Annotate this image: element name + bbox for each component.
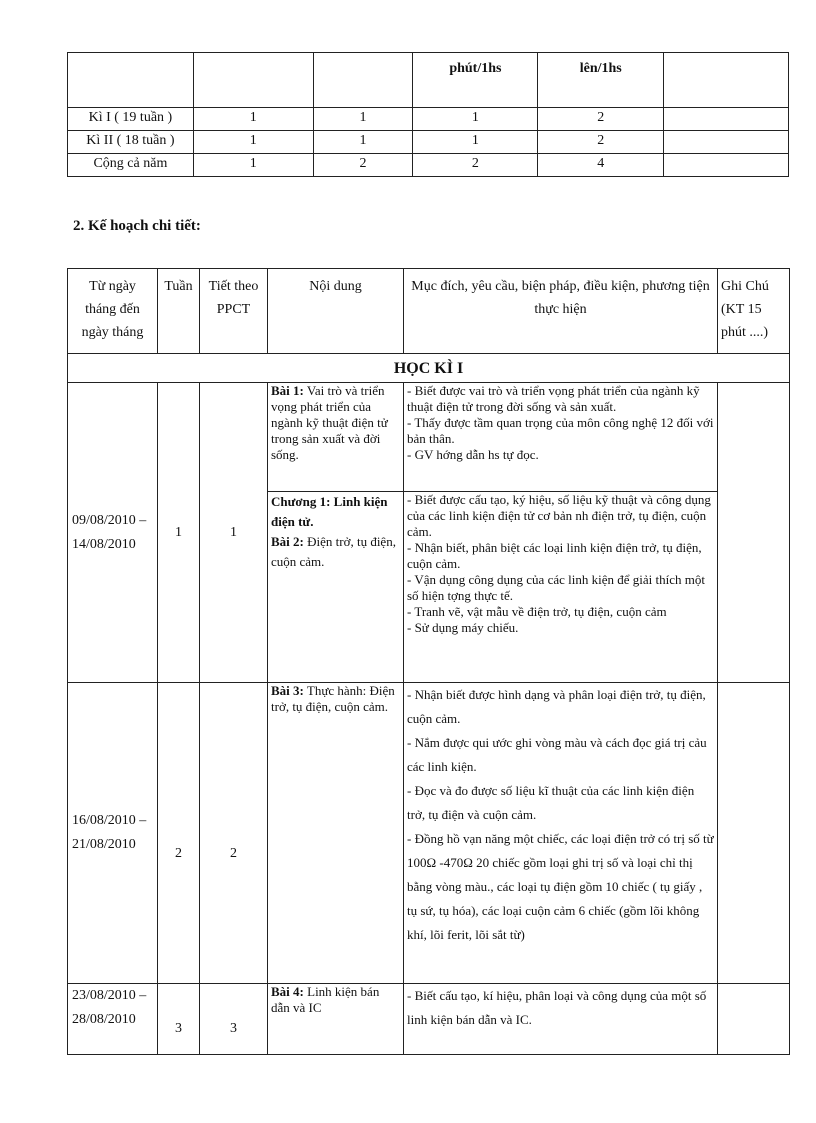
period-number: 1: [200, 383, 268, 683]
week-number: 2: [158, 683, 200, 984]
summary-header-cell: [193, 53, 313, 108]
table-row: [68, 108, 789, 131]
header-week: Tuần: [158, 269, 200, 354]
date-range: 16/08/2010 – 21/08/2010: [68, 683, 158, 984]
lesson-content: Bài 4: Linh kiện bán dẫn và IC: [268, 984, 404, 1055]
summary-header-cell: lên/1hs: [538, 53, 664, 108]
section-heading: 2. Kế hoạch chi tiết:: [73, 218, 201, 234]
date-range: 23/08/2010 – 28/08/2010: [68, 984, 158, 1055]
header-note: Ghi Chú (KT 15 phút ....): [718, 269, 790, 354]
lesson-purpose: - Biết cấu tạo, kí hiệu, phân loại và công dụng của một số linh kiện bán dẫn và IC.: [404, 984, 718, 1055]
cell: [664, 108, 789, 131]
summary-header-cell: phút/1hs: [413, 53, 538, 108]
lesson-purpose: - Nhận biết được hình dạng và phân loại điện trở, tụ điện, cuộn cảm. - Nắm được qui ước ghi vòng màu và cách đọc giá trị cảu các linh kiện. - Đọc và đo được số liệu kĩ thuật của các linh kiện điện trở, tụ điện và cuộn cảm. - Đồng hồ vạn năng một chiếc, các loại điện trở có trị số từ 100Ω -470Ω 20 chiếc gồm loại ghi trị số và loại chỉ thị bằng vòng màu., các loại tụ điện gồm 10 chiếc ( tụ giấy , tụ sứ, tụ hóa), các loại cuộn cảm 6 chiếc (gồm lõi không khí, lõi ferit, lõi sắt từ): [404, 683, 718, 984]
lesson-purpose: - Biết được cấu tạo, ký hiệu, số liệu kỹ thuật và công dụng của các linh kiện điện tử cơ bản nh điện trở, tụ điện, cuộn cảm. - Nhận biết, phân biệt các loại linh kiện điện trở, tụ điện, cuộn cảm. - Vận dụng công dụng của các linh kiện để giải thích một số hiện tợng thực tế. - Tranh vẽ, vật mẫu về điện trở, tụ điện, cuộn cảm - Sử dụng máy chiếu.: [404, 492, 718, 683]
header-date: Từ ngày tháng đến ngày tháng: [68, 269, 158, 354]
cell: 2: [313, 154, 413, 177]
cell: [664, 154, 789, 177]
summary-table: [67, 52, 789, 177]
lesson-content: Bài 1: Vai trò và triển vọng phát triển của ngành kỹ thuật điện tử trong sản xuất và đời sống.: [268, 383, 404, 492]
row-label: Cộng cả năm: [68, 154, 194, 177]
date-range: 09/08/2010 – 14/08/2010: [68, 383, 158, 683]
summary-header-cell: [68, 53, 194, 108]
cell: 1: [313, 108, 413, 131]
table-row: [68, 383, 790, 492]
header-purpose: Mục đích, yêu cầu, biện pháp, điều kiện, phương tiện thực hiện: [404, 269, 718, 354]
header-period: Tiết theo PPCT: [200, 269, 268, 354]
detail-table: [67, 268, 790, 1055]
table-row: [68, 984, 790, 1055]
semester-row: [68, 354, 790, 383]
table-row: [68, 154, 789, 177]
summary-header-cell: [313, 53, 413, 108]
lesson-content: Bài 3: Thực hành: Điện trở, tụ điện, cuộn cảm.: [268, 683, 404, 984]
week-number: 1: [158, 383, 200, 683]
lesson-content: Chương 1: Linh kiện điện tử. Bài 2: Điện trở, tụ điện, cuộn cảm.: [268, 492, 404, 683]
table-row: [68, 131, 789, 154]
summary-header-row: [68, 53, 789, 108]
cell: 1: [413, 108, 538, 131]
cell: 1: [313, 131, 413, 154]
row-label: Kì II ( 18 tuần ): [68, 131, 194, 154]
summary-header-cell: [664, 53, 789, 108]
period-number: 3: [200, 984, 268, 1055]
cell: [664, 131, 789, 154]
cell: 2: [538, 131, 664, 154]
lesson-purpose: - Biết được vai trò và triển vọng phát triển của ngành kỹ thuật điện tử trong đời sống và sản xuất. - Thấy được tầm quan trọng của môn công nghệ 12 đối với bản thân. - GV hớng dẫn hs tự đọc.: [404, 383, 718, 492]
note-cell: [718, 984, 790, 1055]
period-number: 2: [200, 683, 268, 984]
header-content: Nội dung: [268, 269, 404, 354]
note-cell: [718, 383, 790, 683]
cell: 1: [413, 131, 538, 154]
note-cell: [718, 683, 790, 984]
cell: 2: [538, 108, 664, 131]
semester-label: HỌC KÌ I: [68, 354, 790, 383]
cell: 2: [413, 154, 538, 177]
detail-header-row: [68, 269, 790, 354]
cell: 1: [193, 131, 313, 154]
cell: 4: [538, 154, 664, 177]
week-number: 3: [158, 984, 200, 1055]
cell: 1: [193, 154, 313, 177]
cell: 1: [193, 108, 313, 131]
table-row: [68, 683, 790, 984]
row-label: Kì I ( 19 tuần ): [68, 108, 194, 131]
